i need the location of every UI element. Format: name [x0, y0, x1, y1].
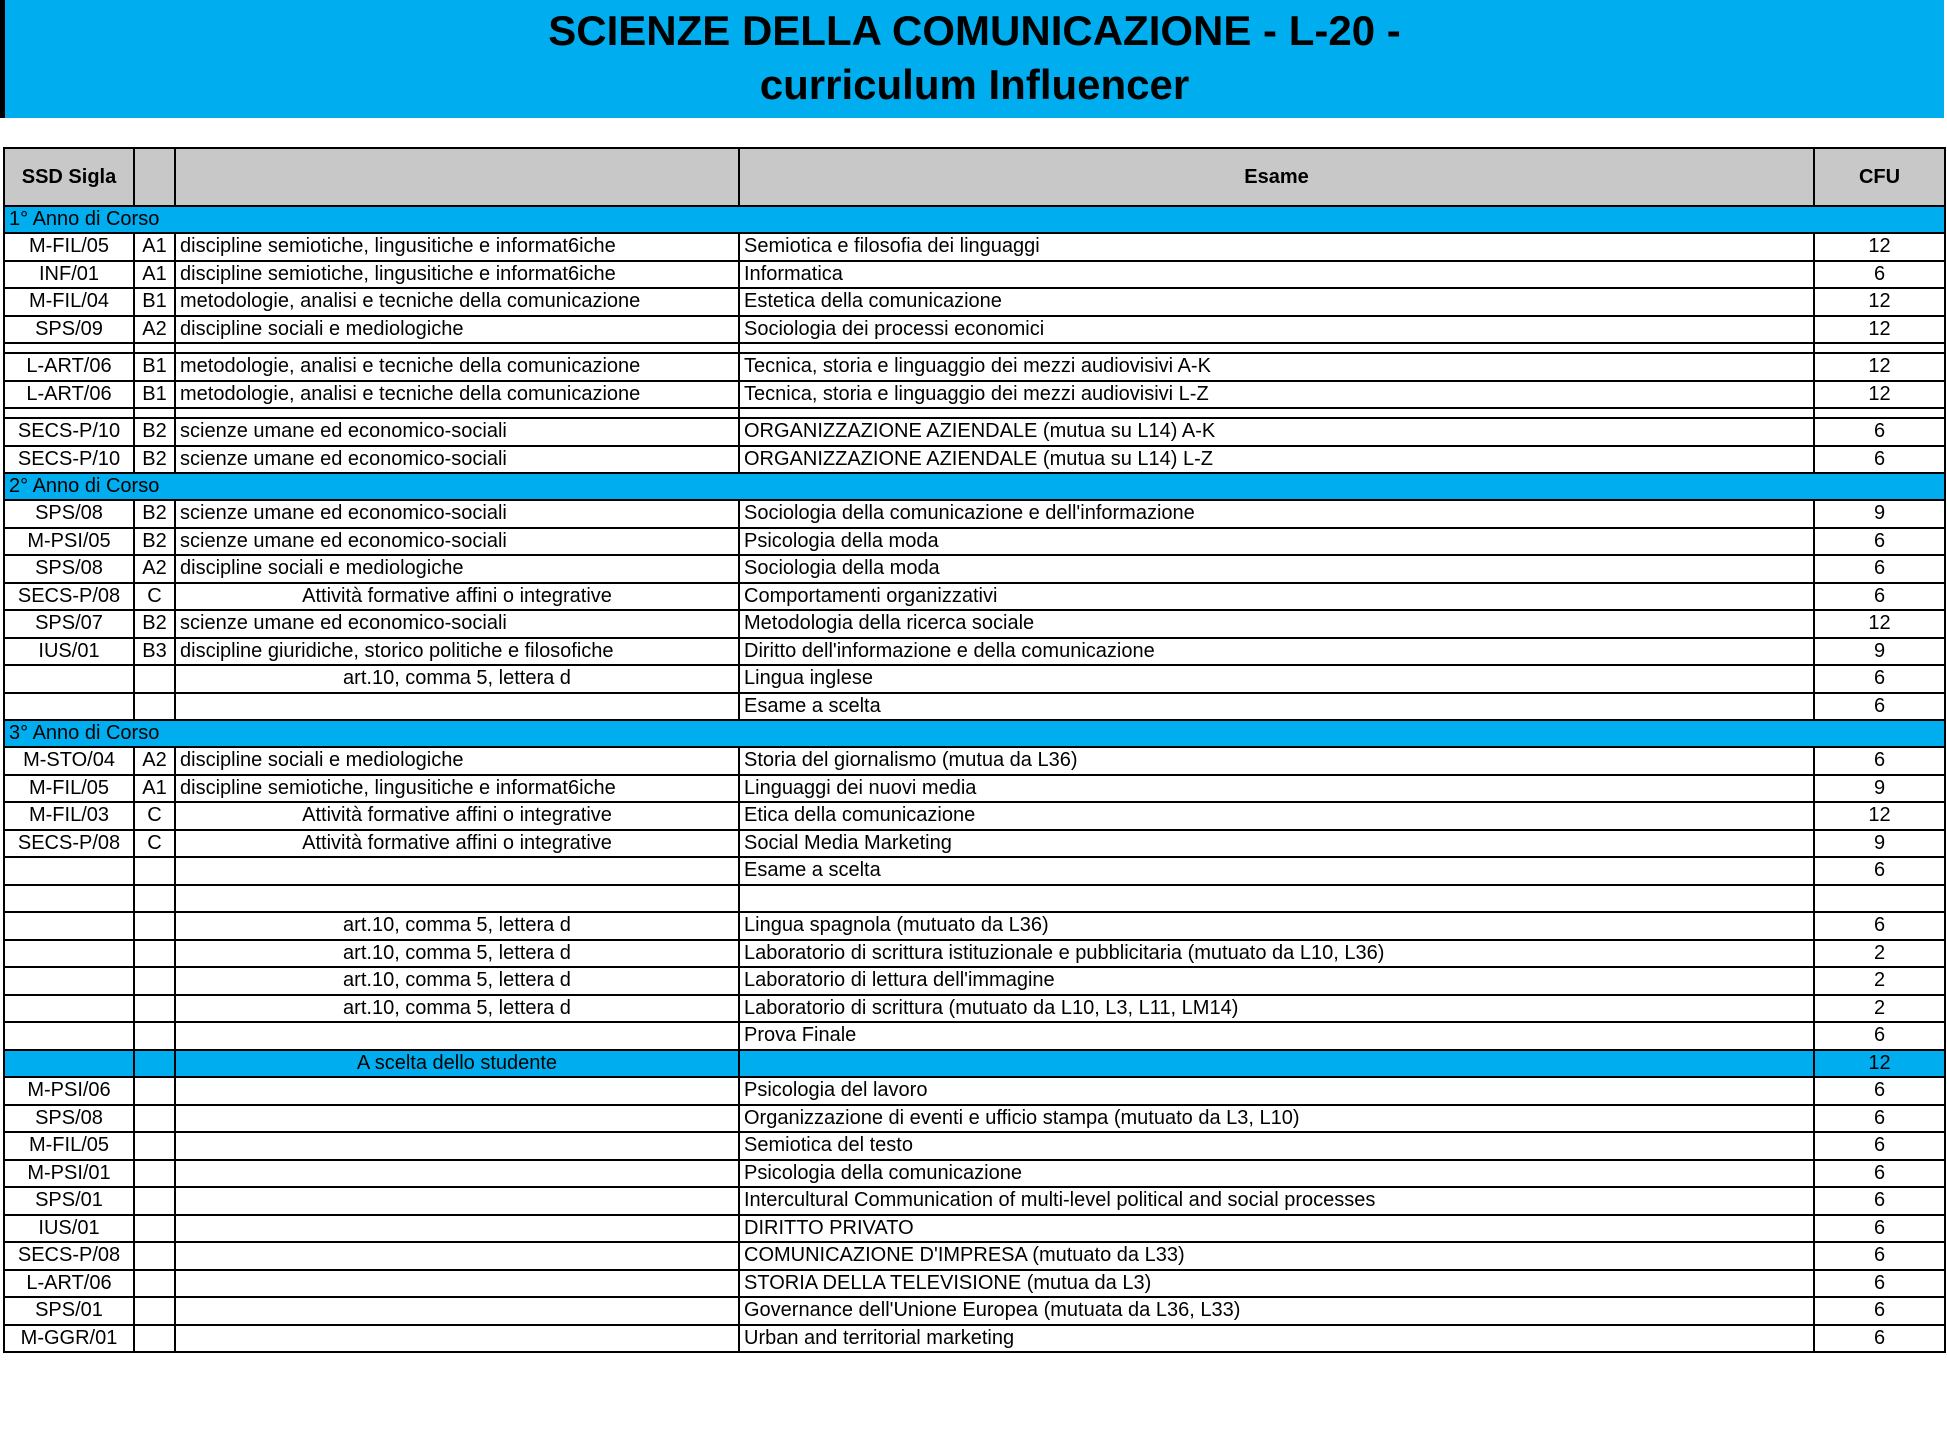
- ssd-cell: IUS/01: [4, 638, 134, 666]
- exam-cell: Tecnica, storia e linguaggio dei mezzi audiovisivi A-K: [739, 353, 1814, 381]
- curriculum-table: [3, 147, 1946, 1353]
- sigla-cell: [134, 1077, 175, 1105]
- ambito-cell: metodologie, analisi e tecniche della comunicazione: [175, 288, 739, 316]
- ssd-cell: SPS/07: [4, 610, 134, 638]
- cfu-cell: 9: [1814, 638, 1945, 666]
- ssd-cell: [4, 1050, 134, 1078]
- sigla-cell: B3: [134, 638, 175, 666]
- cfu-cell: 2: [1814, 967, 1945, 995]
- ambito-cell: [175, 1132, 739, 1160]
- table-row: [4, 912, 1945, 940]
- table-row: [4, 288, 1945, 316]
- cfu-cell: 2: [1814, 995, 1945, 1023]
- ambito-cell: [175, 693, 739, 721]
- page-title: SCIENZE DELLA COMUNICAZIONE - L-20 -: [548, 7, 1401, 54]
- ambito-cell: metodologie, analisi e tecniche della comunicazione: [175, 381, 739, 409]
- exam-cell: [739, 1050, 1814, 1078]
- cfu-cell: 12: [1814, 802, 1945, 830]
- empty-cell: [739, 343, 1814, 353]
- elective-row: [4, 1077, 1945, 1105]
- sigla-cell: C: [134, 830, 175, 858]
- elective-row: [4, 1215, 1945, 1243]
- ssd-cell: L-ART/06: [4, 353, 134, 381]
- ssd-cell: [4, 940, 134, 968]
- table-row: [4, 381, 1945, 409]
- cfu-cell: 12: [1814, 381, 1945, 409]
- year-heading: 3° Anno di Corso: [4, 720, 1945, 747]
- sigla-cell: A2: [134, 316, 175, 344]
- sigla-cell: [134, 665, 175, 693]
- ssd-cell: IUS/01: [4, 1215, 134, 1243]
- ssd-cell: [4, 967, 134, 995]
- cfu-cell: 9: [1814, 830, 1945, 858]
- cfu-cell: 12: [1814, 610, 1945, 638]
- exam-cell: Semiotica del testo: [739, 1132, 1814, 1160]
- ambito-cell: art.10, comma 5, lettera d: [175, 665, 739, 693]
- ambito-cell: scienze umane ed economico-sociali: [175, 446, 739, 474]
- cfu-cell: 6: [1814, 912, 1945, 940]
- year-heading: 1° Anno di Corso: [4, 206, 1945, 233]
- empty-cell: [4, 408, 134, 418]
- exam-cell: STORIA DELLA TELEVISIONE (mutua da L3): [739, 1270, 1814, 1298]
- sigla-cell: B2: [134, 610, 175, 638]
- cfu-cell: 12: [1814, 233, 1945, 261]
- elective-row: [4, 1325, 1945, 1353]
- exam-cell: Urban and territorial marketing: [739, 1325, 1814, 1353]
- table-row: [4, 500, 1945, 528]
- ambito-cell: [175, 1325, 739, 1353]
- table-row: [4, 1022, 1945, 1050]
- ssd-cell: SPS/08: [4, 1105, 134, 1133]
- sigla-cell: [134, 1160, 175, 1188]
- ambito-cell: discipline semiotiche, lingusitiche e informat6iche: [175, 775, 739, 803]
- ssd-cell: SPS/08: [4, 500, 134, 528]
- cfu-cell: 12: [1814, 353, 1945, 381]
- ssd-cell: M-FIL/03: [4, 802, 134, 830]
- exam-cell: Laboratorio di lettura dell'immagine: [739, 967, 1814, 995]
- exam-cell: Social Media Marketing: [739, 830, 1814, 858]
- sigla-cell: [134, 1325, 175, 1353]
- exam-cell: ORGANIZZAZIONE AZIENDALE (mutua su L14) L-Z: [739, 446, 1814, 474]
- exam-cell: Sociologia della moda: [739, 555, 1814, 583]
- cfu-cell: 6: [1814, 747, 1945, 775]
- sigla-cell: [134, 967, 175, 995]
- choice-cfu: 12: [1814, 1050, 1945, 1078]
- table-row: [4, 995, 1945, 1023]
- header-cfu: CFU: [1814, 148, 1945, 206]
- exam-cell: Sociologia della comunicazione e dell'informazione: [739, 500, 1814, 528]
- cfu-cell: 2: [1814, 940, 1945, 968]
- sigla-cell: [134, 1105, 175, 1133]
- exam-cell: ORGANIZZAZIONE AZIENDALE (mutua su L14) A-K: [739, 418, 1814, 446]
- title-banner: [0, 0, 1944, 118]
- ambito-cell: art.10, comma 5, lettera d: [175, 967, 739, 995]
- ssd-cell: L-ART/06: [4, 1270, 134, 1298]
- empty-cell: [134, 408, 175, 418]
- sigla-cell: [134, 857, 175, 885]
- ambito-cell: discipline semiotiche, lingusitiche e informat6iche: [175, 233, 739, 261]
- ssd-cell: [4, 665, 134, 693]
- exam-cell: Prova Finale: [739, 1022, 1814, 1050]
- elective-row: [4, 1187, 1945, 1215]
- cfu-cell: 6: [1814, 1022, 1945, 1050]
- ssd-cell: SPS/01: [4, 1297, 134, 1325]
- ambito-cell: [175, 1215, 739, 1243]
- sigla-cell: B1: [134, 381, 175, 409]
- sigla-cell: [134, 1187, 175, 1215]
- ambito-cell: art.10, comma 5, lettera d: [175, 995, 739, 1023]
- table-row: [4, 857, 1945, 885]
- sigla-cell: A2: [134, 555, 175, 583]
- empty-cell: [4, 885, 134, 913]
- sigla-cell: [134, 1297, 175, 1325]
- cfu-cell: 6: [1814, 1297, 1945, 1325]
- cfu-cell: 6: [1814, 528, 1945, 556]
- sigla-cell: [134, 693, 175, 721]
- exam-cell: Intercultural Communication of multi-level political and social processes: [739, 1187, 1814, 1215]
- sigla-cell: [134, 1132, 175, 1160]
- ssd-cell: SECS-P/08: [4, 830, 134, 858]
- table-row: [4, 418, 1945, 446]
- table-row: [4, 638, 1945, 666]
- ssd-cell: M-PSI/06: [4, 1077, 134, 1105]
- ambito-cell: art.10, comma 5, lettera d: [175, 912, 739, 940]
- cfu-cell: 6: [1814, 1215, 1945, 1243]
- table-row: [4, 316, 1945, 344]
- sigla-cell: B2: [134, 500, 175, 528]
- exam-cell: Etica della comunicazione: [739, 802, 1814, 830]
- cfu-cell: 6: [1814, 1242, 1945, 1270]
- sigla-cell: B2: [134, 528, 175, 556]
- empty-cell: [1814, 885, 1945, 913]
- exam-cell: Metodologia della ricerca sociale: [739, 610, 1814, 638]
- exam-cell: Laboratorio di scrittura istituzionale e pubblicitaria (mutuato da L10, L36): [739, 940, 1814, 968]
- exam-cell: Storia del giornalismo (mutua da L36): [739, 747, 1814, 775]
- exam-cell: Esame a scelta: [739, 693, 1814, 721]
- table-row: [4, 583, 1945, 611]
- ambito-cell: discipline sociali e mediologiche: [175, 316, 739, 344]
- ssd-cell: [4, 995, 134, 1023]
- ambito-cell: discipline semiotiche, lingusitiche e informat6iche: [175, 261, 739, 289]
- ambito-cell: art.10, comma 5, lettera d: [175, 940, 739, 968]
- elective-row: [4, 1132, 1945, 1160]
- empty-cell: [175, 408, 739, 418]
- table-row: [4, 555, 1945, 583]
- ssd-cell: SECS-P/08: [4, 583, 134, 611]
- sigla-cell: [134, 1242, 175, 1270]
- exam-cell: Linguaggi dei nuovi media: [739, 775, 1814, 803]
- ambito-cell: scienze umane ed economico-sociali: [175, 610, 739, 638]
- cfu-cell: 6: [1814, 261, 1945, 289]
- exam-cell: Organizzazione di eventi e ufficio stampa (mutuato da L3, L10): [739, 1105, 1814, 1133]
- table-row: [4, 775, 1945, 803]
- table-body: [4, 206, 1945, 1352]
- table-row: [4, 940, 1945, 968]
- cfu-cell: 6: [1814, 1160, 1945, 1188]
- spacer-row: [4, 885, 1945, 913]
- table-row: [4, 802, 1945, 830]
- ssd-cell: L-ART/06: [4, 381, 134, 409]
- sigla-cell: [134, 1215, 175, 1243]
- sigla-cell: B2: [134, 446, 175, 474]
- empty-cell: [4, 343, 134, 353]
- cfu-cell: 6: [1814, 1105, 1945, 1133]
- table-row: [4, 261, 1945, 289]
- header-esame: Esame: [739, 148, 1814, 206]
- ambito-cell: [175, 857, 739, 885]
- table-row: [4, 353, 1945, 381]
- sigla-cell: [134, 940, 175, 968]
- cfu-cell: 6: [1814, 665, 1945, 693]
- exam-cell: Tecnica, storia e linguaggio dei mezzi audiovisivi L-Z: [739, 381, 1814, 409]
- cfu-cell: 6: [1814, 693, 1945, 721]
- ambito-cell: scienze umane ed economico-sociali: [175, 528, 739, 556]
- ambito-cell: scienze umane ed economico-sociali: [175, 500, 739, 528]
- empty-cell: [739, 885, 1814, 913]
- ambito-cell: Attività formative affini o integrative: [175, 583, 739, 611]
- exam-cell: DIRITTO PRIVATO: [739, 1215, 1814, 1243]
- ambito-cell: metodologie, analisi e tecniche della comunicazione: [175, 353, 739, 381]
- sigla-cell: C: [134, 583, 175, 611]
- table-row: [4, 528, 1945, 556]
- ssd-cell: [4, 693, 134, 721]
- cfu-cell: 6: [1814, 1270, 1945, 1298]
- table-row: [4, 233, 1945, 261]
- cfu-cell: 12: [1814, 288, 1945, 316]
- empty-cell: [1814, 343, 1945, 353]
- cfu-cell: 6: [1814, 1077, 1945, 1105]
- choice-label: A scelta dello studente: [175, 1050, 739, 1078]
- exam-cell: Lingua inglese: [739, 665, 1814, 693]
- cfu-cell: 6: [1814, 1132, 1945, 1160]
- sigla-cell: B2: [134, 418, 175, 446]
- sigla-cell: [134, 1022, 175, 1050]
- table-row: [4, 610, 1945, 638]
- cfu-cell: 9: [1814, 775, 1945, 803]
- exam-cell: Lingua spagnola (mutuato da L36): [739, 912, 1814, 940]
- elective-row: [4, 1297, 1945, 1325]
- ssd-cell: M-STO/04: [4, 747, 134, 775]
- exam-cell: Psicologia del lavoro: [739, 1077, 1814, 1105]
- empty-cell: [134, 885, 175, 913]
- table-row: [4, 967, 1945, 995]
- table-row: [4, 747, 1945, 775]
- empty-cell: [134, 343, 175, 353]
- table-row: [4, 830, 1945, 858]
- table-row: [4, 665, 1945, 693]
- elective-row: [4, 1270, 1945, 1298]
- exam-cell: Psicologia della moda: [739, 528, 1814, 556]
- ssd-cell: SPS/09: [4, 316, 134, 344]
- ssd-cell: INF/01: [4, 261, 134, 289]
- elective-row: [4, 1242, 1945, 1270]
- exam-cell: Estetica della comunicazione: [739, 288, 1814, 316]
- year-1-heading: [4, 206, 1945, 233]
- ssd-cell: M-FIL/05: [4, 1132, 134, 1160]
- ambito-cell: scienze umane ed economico-sociali: [175, 418, 739, 446]
- ssd-cell: M-PSI/01: [4, 1160, 134, 1188]
- spacer-row: [4, 343, 1945, 353]
- sigla-cell: [134, 995, 175, 1023]
- sigla-cell: A1: [134, 261, 175, 289]
- exam-cell: Laboratorio di scrittura (mutuato da L10, L3, L11, LM14): [739, 995, 1814, 1023]
- ambito-cell: [175, 1242, 739, 1270]
- cfu-cell: 12: [1814, 316, 1945, 344]
- spacer-row: [4, 408, 1945, 418]
- ssd-cell: SECS-P/10: [4, 446, 134, 474]
- elective-row: [4, 1160, 1945, 1188]
- cfu-cell: 6: [1814, 1187, 1945, 1215]
- page-subtitle: curriculum Influencer: [759, 61, 1190, 108]
- ambito-cell: discipline sociali e mediologiche: [175, 555, 739, 583]
- table-header-row: [4, 148, 1945, 206]
- sigla-cell: C: [134, 802, 175, 830]
- ambito-cell: [175, 1022, 739, 1050]
- cfu-cell: 6: [1814, 555, 1945, 583]
- cfu-cell: 6: [1814, 1325, 1945, 1353]
- sigla-cell: [134, 1270, 175, 1298]
- header-ssd-sigla: SSD Sigla: [4, 148, 134, 206]
- empty-cell: [739, 408, 1814, 418]
- ssd-cell: SPS/01: [4, 1187, 134, 1215]
- year-3-heading: [4, 720, 1945, 747]
- exam-cell: Semiotica e filosofia dei linguaggi: [739, 233, 1814, 261]
- cfu-cell: 6: [1814, 446, 1945, 474]
- table-row: [4, 446, 1945, 474]
- year-heading: 2° Anno di Corso: [4, 473, 1945, 500]
- header-ambito: [175, 148, 739, 206]
- ssd-cell: SPS/08: [4, 555, 134, 583]
- cfu-cell: 6: [1814, 418, 1945, 446]
- cfu-cell: 6: [1814, 583, 1945, 611]
- ambito-cell: discipline giuridiche, storico politiche e filosofiche: [175, 638, 739, 666]
- exam-cell: Informatica: [739, 261, 1814, 289]
- ssd-cell: [4, 857, 134, 885]
- cfu-cell: 9: [1814, 500, 1945, 528]
- exam-cell: Comportamenti organizzativi: [739, 583, 1814, 611]
- sigla-cell: B1: [134, 353, 175, 381]
- ssd-cell: M-PSI/05: [4, 528, 134, 556]
- sigla-cell: A1: [134, 775, 175, 803]
- ssd-cell: [4, 1022, 134, 1050]
- exam-cell: Psicologia della comunicazione: [739, 1160, 1814, 1188]
- exam-cell: Esame a scelta: [739, 857, 1814, 885]
- empty-cell: [175, 343, 739, 353]
- ambito-cell: [175, 1105, 739, 1133]
- student-choice-row: [4, 1050, 1945, 1078]
- year-2-heading: [4, 473, 1945, 500]
- ambito-cell: discipline sociali e mediologiche: [175, 747, 739, 775]
- cfu-cell: 6: [1814, 857, 1945, 885]
- ssd-cell: M-FIL/04: [4, 288, 134, 316]
- ssd-cell: M-GGR/01: [4, 1325, 134, 1353]
- ssd-cell: SECS-P/10: [4, 418, 134, 446]
- sigla-cell: A1: [134, 233, 175, 261]
- table-row: [4, 693, 1945, 721]
- ambito-cell: [175, 1187, 739, 1215]
- sigla-cell: [134, 1050, 175, 1078]
- ssd-cell: [4, 912, 134, 940]
- sigla-cell: B1: [134, 288, 175, 316]
- ambito-cell: [175, 1077, 739, 1105]
- elective-row: [4, 1105, 1945, 1133]
- exam-cell: Diritto dell'informazione e della comunicazione: [739, 638, 1814, 666]
- ssd-cell: M-FIL/05: [4, 775, 134, 803]
- exam-cell: Sociologia dei processi economici: [739, 316, 1814, 344]
- ambito-cell: [175, 1160, 739, 1188]
- sigla-cell: A2: [134, 747, 175, 775]
- sigla-cell: [134, 912, 175, 940]
- ambito-cell: [175, 1270, 739, 1298]
- ssd-cell: SECS-P/08: [4, 1242, 134, 1270]
- empty-cell: [1814, 408, 1945, 418]
- exam-cell: COMUNICAZIONE D'IMPRESA (mutuato da L33): [739, 1242, 1814, 1270]
- header-blank: [134, 148, 175, 206]
- ssd-cell: M-FIL/05: [4, 233, 134, 261]
- ambito-cell: [175, 1297, 739, 1325]
- exam-cell: Governance dell'Unione Europea (mutuata da L36, L33): [739, 1297, 1814, 1325]
- ambito-cell: Attività formative affini o integrative: [175, 830, 739, 858]
- ambito-cell: Attività formative affini o integrative: [175, 802, 739, 830]
- empty-cell: [175, 885, 739, 913]
